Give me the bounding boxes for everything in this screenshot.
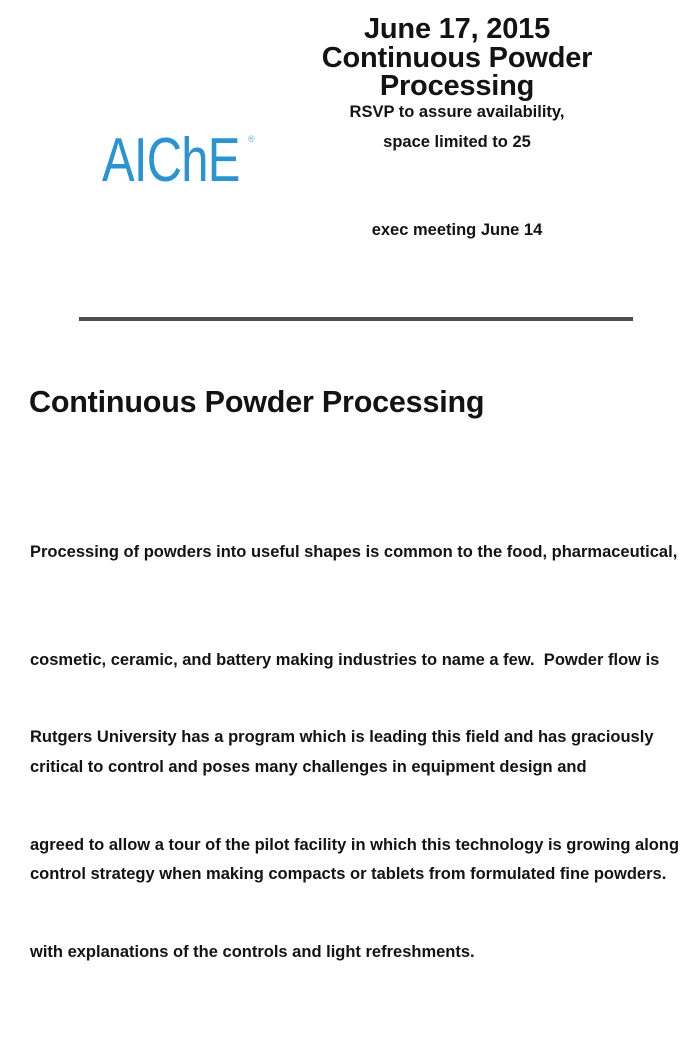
exec-meeting-note: exec meeting June 14 — [371, 221, 543, 239]
event-title-line-1: Continuous Powder — [321, 41, 593, 74]
rutgers-paragraph — [30, 649, 679, 1042]
paragraph-line: with explanations of the controls and light refreshments. — [30, 942, 475, 961]
aiche-logo-text: AIChE — [102, 126, 240, 195]
horizontal-divider — [79, 317, 633, 321]
paragraph-line: cosmetic, ceramic, and battery making industries to name a few. Powder flow is — [30, 650, 660, 669]
aiche-logo — [102, 126, 276, 195]
event-title-line-2: Processing — [379, 70, 535, 102]
registered-trademark-icon: ® — [248, 134, 255, 144]
paragraph-line: control strategy when making compacts or tablets from formulated fine powders. — [30, 864, 667, 883]
rsvp-note — [214, 98, 700, 157]
article-heading: Continuous Powder Processing — [29, 385, 485, 419]
paragraph-line: critical to control and poses many challenges in equipment design and — [30, 757, 587, 776]
paragraph-line: agreed to allow a tour of the pilot facility in which this technology is growing along — [30, 835, 680, 854]
event-date-line: June 17, 2015 — [363, 13, 551, 45]
rsvp-line-2: space limited to 25 — [383, 132, 531, 151]
paragraph-line: Processing of powders into useful shapes is common to the food, pharmaceutical, — [30, 543, 678, 562]
paragraph-line: Rutgers University has a program which is leading this field and has graciously — [30, 728, 654, 747]
rsvp-line-1: RSVP to assure availability, — [349, 103, 565, 121]
event-date-title — [214, 15, 700, 101]
